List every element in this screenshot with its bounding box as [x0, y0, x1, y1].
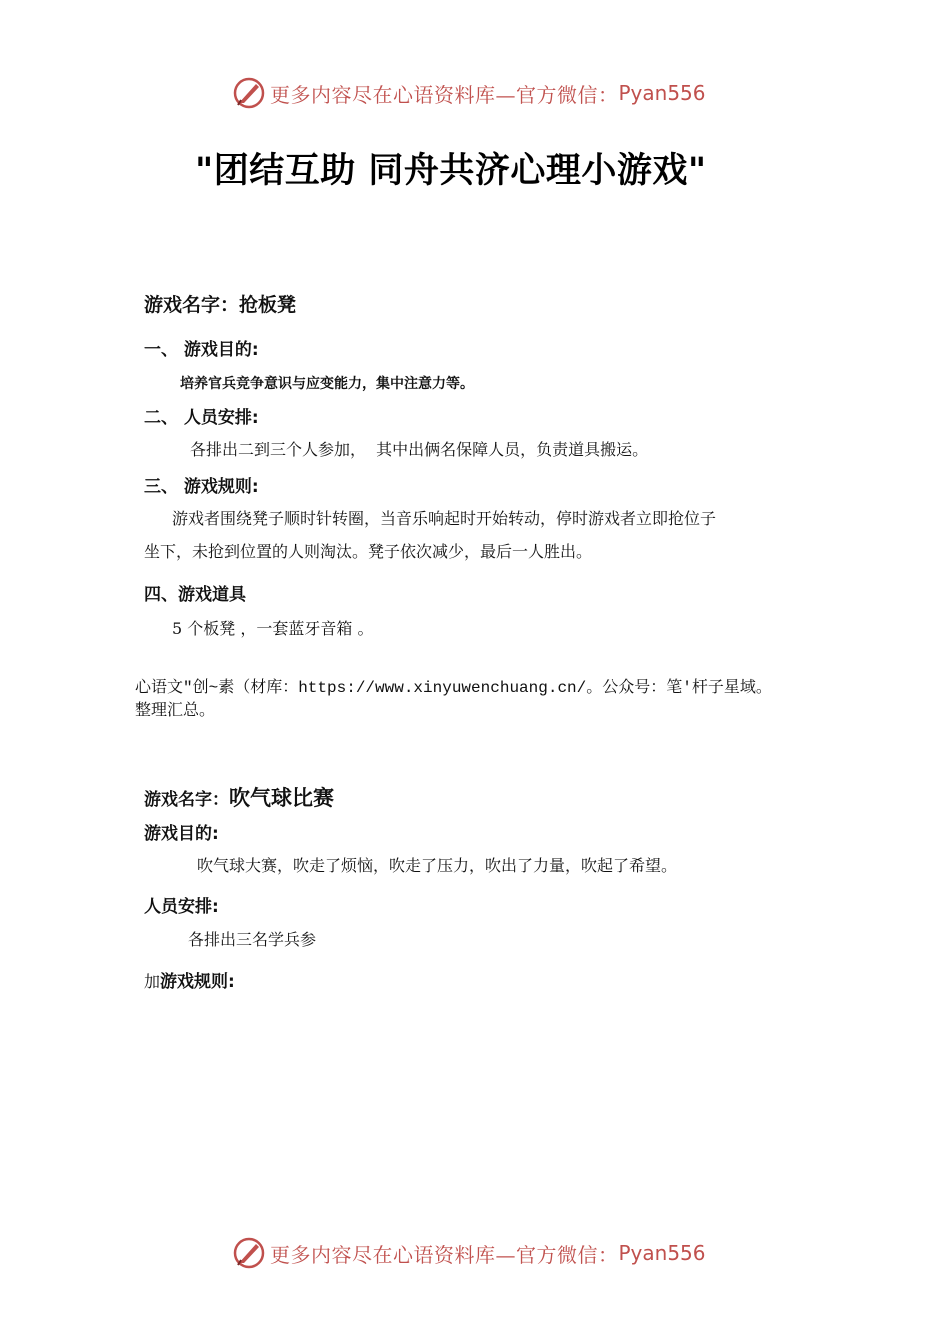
game1-name-label: 游戏名字： [144, 294, 240, 316]
game2-name: 吹气球比赛 [229, 786, 334, 810]
game1-heading [144, 290, 296, 317]
source-note-line2: 整理汇总。 [135, 702, 216, 720]
game2-purpose-text: 吹气球大赛，吹走了烦恼，吹走了压力，吹出了力量，吹起了希望。 [197, 856, 678, 875]
game1-sec1-heading: 一、 游戏目的: [144, 340, 259, 360]
game1-sec2-heading: 二、 人员安排: [144, 408, 259, 428]
game2-purpose-heading: 游戏目的: [144, 824, 219, 844]
header-banner [232, 73, 706, 113]
source-note-line1: 心语文"创~素（材库：https://www.xinyuwenchuang.cn/。公众号：笔'杆子星域。 [135, 679, 772, 697]
game1-sec3-text-line1: 游戏者围绕凳子顺时针转圈，当音乐响起时开始转动，停时游戏者立即抢位子 [172, 509, 717, 528]
game2-rules-prefix: 加 [144, 972, 161, 991]
banner-wechat-id: Pyan556 [618, 81, 706, 105]
game1-sec2-text: 各排出二到三个人参加， 其中出俩名保障人员，负责道具搬运。 [190, 440, 649, 459]
game1-name: 抢板凳 [239, 294, 297, 316]
game1-sec4-text: 5 个板凳 ，一套蓝牙音箱 。 [172, 619, 374, 638]
quill-logo-icon [232, 76, 266, 110]
game1-sec3-text-line2: 坐下，未抢到位置的人则淘汰。凳子依次减少，最后一人胜出。 [144, 542, 593, 561]
game1-sec4-heading: 四、游戏道具 [144, 585, 246, 605]
game2-heading [144, 782, 334, 812]
game1-sec1-text: 培养官兵竞争意识与应变能力，集中注意力等。 [180, 376, 474, 392]
footer-banner [232, 1233, 706, 1273]
page-title: "团结互助 同舟共济心理小游戏" [195, 151, 707, 191]
banner-text: 更多内容尽在心语资料库—官方微信： [270, 82, 619, 107]
game2-rules-line [144, 967, 235, 992]
game2-name-label: 游戏名字： [144, 790, 229, 810]
quill-logo-icon [232, 1236, 266, 1270]
game2-rules-heading: 游戏规则: [160, 972, 235, 992]
footer-banner-text: 更多内容尽在心语资料库—官方微信： [270, 1242, 619, 1267]
game2-staff-text: 各排出三名学兵参 [188, 930, 317, 949]
game2-staff-heading: 人员安排: [144, 897, 219, 917]
game1-sec3-heading: 三、 游戏规则: [144, 477, 259, 497]
footer-banner-wechat-id: Pyan556 [618, 1241, 706, 1265]
